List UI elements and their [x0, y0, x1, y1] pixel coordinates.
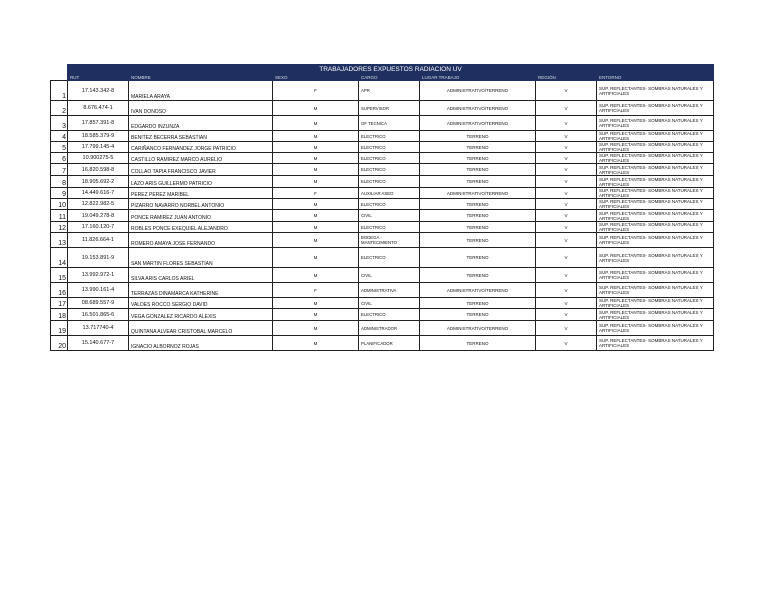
cell-region[interactable]: V — [536, 188, 597, 199]
cell-entorno[interactable]: SUP. REFLECTANTES- SOMBRAS NATURALES Y ARTIFICIALES — [597, 101, 714, 116]
cell-rut[interactable]: 17.160.120-7 — [68, 222, 129, 233]
row-number[interactable]: 10 — [51, 199, 68, 210]
cell-cargo[interactable]: PLANIFICADOR — [359, 336, 420, 351]
row-number[interactable]: 14 — [51, 248, 68, 268]
cell-region[interactable]: V — [536, 248, 597, 268]
header-rut: RUT — [68, 74, 129, 81]
cell-cargo[interactable]: ELECTRICO — [359, 164, 420, 176]
cell-cargo[interactable]: ELECTRICO — [359, 248, 420, 268]
table-row — [51, 268, 714, 283]
cell-nombre[interactable]: COLLAO TAPIA FRANCISCO JAVIER — [129, 164, 273, 176]
cell-sexo[interactable]: M — [273, 321, 359, 336]
cell-nombre[interactable]: IVAN DONOSO — [129, 101, 273, 116]
cell-lugar[interactable]: ADMINISTRATIVO/TERRENO — [420, 81, 536, 101]
cell-lugar[interactable]: ADMINISTRATIVO/TERRENO — [420, 188, 536, 199]
header-cargo: CARGO — [359, 74, 420, 81]
table-row — [51, 164, 714, 176]
row-number[interactable]: 19 — [51, 321, 68, 336]
cell-cargo[interactable]: ELECTRICO — [359, 131, 420, 142]
cell-lugar[interactable]: TERRENO — [420, 248, 536, 268]
cell-nombre[interactable]: TERRAZAS DINAMARCA KATHERINE — [129, 283, 273, 298]
cell-rut[interactable]: 17.143.342-8 — [68, 81, 129, 101]
cell-lugar[interactable]: TERRENO — [420, 131, 536, 142]
cell-rut[interactable]: 8.676.474-1 — [68, 101, 129, 116]
cell-region[interactable]: V — [536, 142, 597, 153]
cell-lugar[interactable]: TERRENO — [420, 164, 536, 176]
row-number[interactable]: 5 — [51, 142, 68, 153]
cell-rut[interactable]: 14.449.616-7 — [68, 188, 129, 199]
cell-lugar[interactable]: TERRENO — [420, 153, 536, 164]
cell-lugar[interactable]: TERRENO — [420, 142, 536, 153]
cell-region[interactable]: V — [536, 116, 597, 131]
row-number[interactable]: 9 — [51, 188, 68, 199]
cell-cargo[interactable]: ELECTRICO — [359, 142, 420, 153]
row-number[interactable]: 7 — [51, 164, 68, 176]
cell-lugar[interactable]: TERRENO — [420, 309, 536, 321]
cell-sexo[interactable]: M — [273, 248, 359, 268]
row-number[interactable]: 17 — [51, 298, 68, 309]
cell-nombre[interactable]: VALDES ROCCO SERGIO DAVID — [129, 298, 273, 309]
cell-sexo[interactable]: M — [273, 336, 359, 351]
table-row — [51, 116, 714, 131]
row-number[interactable]: 20 — [51, 336, 68, 351]
cell-entorno[interactable]: SUP. REFLECTANTES- SOMBRAS NATURALES Y ARTIFICIALES — [597, 81, 714, 101]
cell-region[interactable]: V — [536, 164, 597, 176]
cell-rut[interactable]: 19.049.278-8 — [68, 210, 129, 222]
cell-lugar[interactable]: TERRENO — [420, 268, 536, 283]
cell-cargo[interactable]: ADMINISTRATIVA — [359, 283, 420, 298]
cell-lugar[interactable]: TERRENO — [420, 199, 536, 210]
cell-entorno[interactable]: SUP. REFLECTANTES- SOMBRAS NATURALES Y ARTIFICIALES — [597, 336, 714, 351]
table-row — [51, 153, 714, 164]
cell-lugar[interactable]: TERRENO — [420, 298, 536, 309]
table-row — [51, 222, 714, 233]
row-number[interactable]: 1 — [51, 81, 68, 101]
cell-region[interactable]: V — [536, 131, 597, 142]
cell-nombre[interactable]: CARIÑANCO FERNANDEZ JORGE PATRICIO — [129, 142, 273, 153]
cell-nombre[interactable]: LAZO ARIS GUILLERMO PATRICIO — [129, 176, 273, 188]
header-sexo: SEXO — [273, 74, 359, 81]
cell-nombre[interactable]: VEGA GONZALEZ RICARDO ALEXIS — [129, 309, 273, 321]
cell-sexo[interactable]: F — [273, 81, 359, 101]
cell-region[interactable]: V — [536, 176, 597, 188]
cell-nombre[interactable]: IGNACIO ALBORNOZ ROJAS — [129, 336, 273, 351]
table-body — [51, 81, 714, 351]
cell-rut[interactable]: 11.826.664-1 — [68, 233, 129, 248]
cell-lugar[interactable]: TERRENO — [420, 176, 536, 188]
cell-rut[interactable]: 13.990.161-4 — [68, 283, 129, 298]
workers-table — [50, 64, 714, 351]
cell-rut[interactable]: 15.140.677-7 — [68, 336, 129, 351]
table-row — [51, 81, 714, 101]
cell-sexo[interactable]: M — [273, 298, 359, 309]
cell-cargo[interactable]: SUPERVISOR — [359, 101, 420, 116]
row-number[interactable]: 6 — [51, 153, 68, 164]
header-nombre: NOMBRE — [129, 74, 273, 81]
row-number[interactable]: 2 — [51, 101, 68, 116]
header-entorno: ENTORNO — [597, 74, 714, 81]
table-row — [51, 210, 714, 222]
table-row — [51, 309, 714, 321]
cell-rut[interactable]: 13.992.972-1 — [68, 268, 129, 283]
header-region: REGIÓN — [536, 74, 597, 81]
table-row — [51, 298, 714, 309]
row-number[interactable]: 11 — [51, 210, 68, 222]
cell-entorno[interactable]: SUP. REFLECTANTES- SOMBRAS NATURALES Y ARTIFICIALES — [597, 248, 714, 268]
cell-entorno[interactable]: SUP. REFLECTANTES- SOMBRAS NATURALES Y ARTIFICIALES — [597, 188, 714, 199]
row-number[interactable]: 16 — [51, 283, 68, 298]
cell-region[interactable]: V — [536, 283, 597, 298]
cell-region[interactable]: V — [536, 101, 597, 116]
cell-nombre[interactable]: QUINTANA ALVEAR CRISTOBAL MARCELO — [129, 321, 273, 336]
cell-rut[interactable]: 16.820.598-8 — [68, 164, 129, 176]
cell-region[interactable]: V — [536, 298, 597, 309]
row-spacer — [51, 65, 68, 74]
cell-nombre[interactable]: SILVA ARIS CARLOS ARIEL — [129, 268, 273, 283]
cell-lugar[interactable]: TERRENO — [420, 210, 536, 222]
cell-cargo[interactable]: CIVIL — [359, 210, 420, 222]
cell-lugar[interactable]: TERRENO — [420, 336, 536, 351]
cell-entorno[interactable]: SUP. REFLECTANTES- SOMBRAS NATURALES Y ARTIFICIALES — [597, 199, 714, 210]
cell-region[interactable]: V — [536, 336, 597, 351]
row-number[interactable]: 15 — [51, 268, 68, 283]
row-spacer — [51, 74, 68, 81]
table-row — [51, 131, 714, 142]
table-row — [51, 176, 714, 188]
cell-region[interactable]: V — [536, 210, 597, 222]
cell-rut[interactable]: 16.501.865-6 — [68, 309, 129, 321]
cell-lugar[interactable]: TERRENO — [420, 222, 536, 233]
cell-lugar[interactable]: ADMINISTRATIVO/TERRENO — [420, 101, 536, 116]
table-row — [51, 199, 714, 210]
cell-rut[interactable]: 10.900275-5 — [68, 153, 129, 164]
header-lugar: LUGAR TRABAJO — [420, 74, 536, 81]
cell-nombre[interactable]: EDGARDO INZUNZA — [129, 116, 273, 131]
cell-sexo[interactable]: M — [273, 199, 359, 210]
cell-rut[interactable]: 08.689.557-9 — [68, 298, 129, 309]
cell-entorno[interactable]: SUP. REFLECTANTES- SOMBRAS NATURALES Y ARTIFICIALES — [597, 283, 714, 298]
cell-sexo[interactable]: M — [273, 101, 359, 116]
cell-region[interactable]: V — [536, 321, 597, 336]
cell-rut[interactable]: 17.857.391-8 — [68, 116, 129, 131]
cell-cargo[interactable]: AUXILIAR ASEO — [359, 188, 420, 199]
cell-cargo[interactable]: ADMINISTRADOR — [359, 321, 420, 336]
cell-entorno[interactable]: SUP. REFLECTANTES- SOMBRAS NATURALES Y ARTIFICIALES — [597, 131, 714, 142]
row-number[interactable]: 18 — [51, 309, 68, 321]
cell-nombre[interactable]: PIZARRO NAVARRO NORBEL ANTONIO — [129, 199, 273, 210]
cell-region[interactable]: V — [536, 222, 597, 233]
cell-entorno[interactable]: SUP. REFLECTANTES- SOMBRAS NATURALES Y ARTIFICIALES — [597, 210, 714, 222]
cell-rut[interactable]: 18.585.379-9 — [68, 131, 129, 142]
cell-cargo[interactable]: BODEGA - MANTECIMIENTO — [359, 233, 420, 248]
cell-rut[interactable]: 13.717740-4 — [68, 321, 129, 336]
cell-cargo[interactable]: ELECTRICO — [359, 222, 420, 233]
cell-sexo[interactable]: M — [273, 222, 359, 233]
cell-lugar[interactable]: ADMINISTRATIVO/TERRENO — [420, 116, 536, 131]
cell-nombre[interactable]: ROBLES PONCE EXEQUIEL ALEJANDRO — [129, 222, 273, 233]
cell-sexo[interactable]: M — [273, 142, 359, 153]
cell-cargo[interactable]: ELECTRICO — [359, 199, 420, 210]
cell-nombre[interactable]: BENITEZ BECERRA SEBASTIAN — [129, 131, 273, 142]
cell-sexo[interactable]: F — [273, 283, 359, 298]
row-number[interactable]: 12 — [51, 222, 68, 233]
cell-nombre[interactable]: MARIELA ARAYA — [129, 81, 273, 101]
worksheet — [50, 64, 714, 351]
row-number[interactable]: 13 — [51, 233, 68, 248]
cell-sexo[interactable]: M — [273, 164, 359, 176]
cell-nombre[interactable]: ROMERO AMAYA JOSE FERNANDO — [129, 233, 273, 248]
cell-region[interactable]: V — [536, 199, 597, 210]
cell-nombre[interactable]: SAN MARTIN FLORES SEBASTIAN — [129, 248, 273, 268]
cell-entorno[interactable]: SUP. REFLECTANTES- SOMBRAS NATURALES Y ARTIFICIALES — [597, 116, 714, 131]
row-number[interactable]: 3 — [51, 116, 68, 131]
cell-entorno[interactable]: SUP. REFLECTANTES- SOMBRAS NATURALES Y ARTIFICIALES — [597, 321, 714, 336]
cell-sexo[interactable]: M — [273, 153, 359, 164]
table-row — [51, 248, 714, 268]
row-number[interactable]: 8 — [51, 176, 68, 188]
cell-entorno[interactable]: SUP. REFLECTANTES- SOMBRAS NATURALES Y ARTIFICIALES — [597, 153, 714, 164]
cell-sexo[interactable]: M — [273, 268, 359, 283]
cell-entorno[interactable]: SUP. REFLECTANTES- SOMBRAS NATURALES Y ARTIFICIALES — [597, 309, 714, 321]
cell-entorno[interactable]: SUP. REFLECTANTES- SOMBRAS NATURALES Y ARTIFICIALES — [597, 164, 714, 176]
cell-rut[interactable]: 19.153.891-9 — [68, 248, 129, 268]
cell-entorno[interactable]: SUP. REFLECTANTES- SOMBRAS NATURALES Y ARTIFICIALES — [597, 233, 714, 248]
table-row — [51, 233, 714, 248]
cell-sexo[interactable]: M — [273, 176, 359, 188]
cell-sexo[interactable]: M — [273, 233, 359, 248]
cell-sexo[interactable]: M — [273, 131, 359, 142]
table-title: TRABAJADORES EXPUESTOS RADIACION UV — [68, 65, 714, 74]
cell-nombre[interactable]: PEREZ PEREZ MARIBEL — [129, 188, 273, 199]
cell-region[interactable]: V — [536, 268, 597, 283]
cell-cargo[interactable]: ELECTRICO — [359, 309, 420, 321]
cell-cargo[interactable]: APR — [359, 81, 420, 101]
cell-rut[interactable]: 12.822.982-5 — [68, 199, 129, 210]
cell-region[interactable]: V — [536, 153, 597, 164]
row-number[interactable]: 4 — [51, 131, 68, 142]
cell-region[interactable]: V — [536, 233, 597, 248]
cell-cargo[interactable]: ELECTRICO — [359, 153, 420, 164]
table-row — [51, 283, 714, 298]
cell-sexo[interactable]: M — [273, 309, 359, 321]
cell-entorno[interactable]: SUP. REFLECTANTES- SOMBRAS NATURALES Y ARTIFICIALES — [597, 268, 714, 283]
cell-cargo[interactable]: ELECTRICO — [359, 176, 420, 188]
cell-sexo[interactable]: M — [273, 210, 359, 222]
cell-cargo[interactable]: CIVIL — [359, 268, 420, 283]
table-row — [51, 101, 714, 116]
cell-rut[interactable]: 17.799.145-4 — [68, 142, 129, 153]
cell-sexo[interactable]: M — [273, 116, 359, 131]
cell-cargo[interactable]: OF TECNICA — [359, 116, 420, 131]
cell-region[interactable]: V — [536, 81, 597, 101]
cell-entorno[interactable]: SUP. REFLECTANTES- SOMBRAS NATURALES Y ARTIFICIALES — [597, 222, 714, 233]
cell-nombre[interactable]: PONCE RAMIREZ JUAN ANTONIO — [129, 210, 273, 222]
table-row — [51, 188, 714, 199]
table-row — [51, 321, 714, 336]
cell-region[interactable]: V — [536, 309, 597, 321]
cell-entorno[interactable]: SUP. REFLECTANTES- SOMBRAS NATURALES Y ARTIFICIALES — [597, 298, 714, 309]
cell-lugar[interactable]: ADMINISTRATIVO/TERRENO — [420, 283, 536, 298]
cell-entorno[interactable]: SUP. REFLECTANTES- SOMBRAS NATURALES Y ARTIFICIALES — [597, 142, 714, 153]
cell-lugar[interactable]: ADMINISTRATIVO/TERRENO — [420, 321, 536, 336]
table-row — [51, 142, 714, 153]
cell-cargo[interactable]: CIVIL — [359, 298, 420, 309]
cell-nombre[interactable]: CASTILLO RAMIREZ MARCO AURELIO — [129, 153, 273, 164]
cell-entorno[interactable]: SUP. REFLECTANTES- SOMBRAS NATURALES Y ARTIFICIALES — [597, 176, 714, 188]
cell-sexo[interactable]: F — [273, 188, 359, 199]
table-row — [51, 336, 714, 351]
cell-rut[interactable]: 18.905.692-2 — [68, 176, 129, 188]
cell-lugar[interactable]: TERRENO — [420, 233, 536, 248]
